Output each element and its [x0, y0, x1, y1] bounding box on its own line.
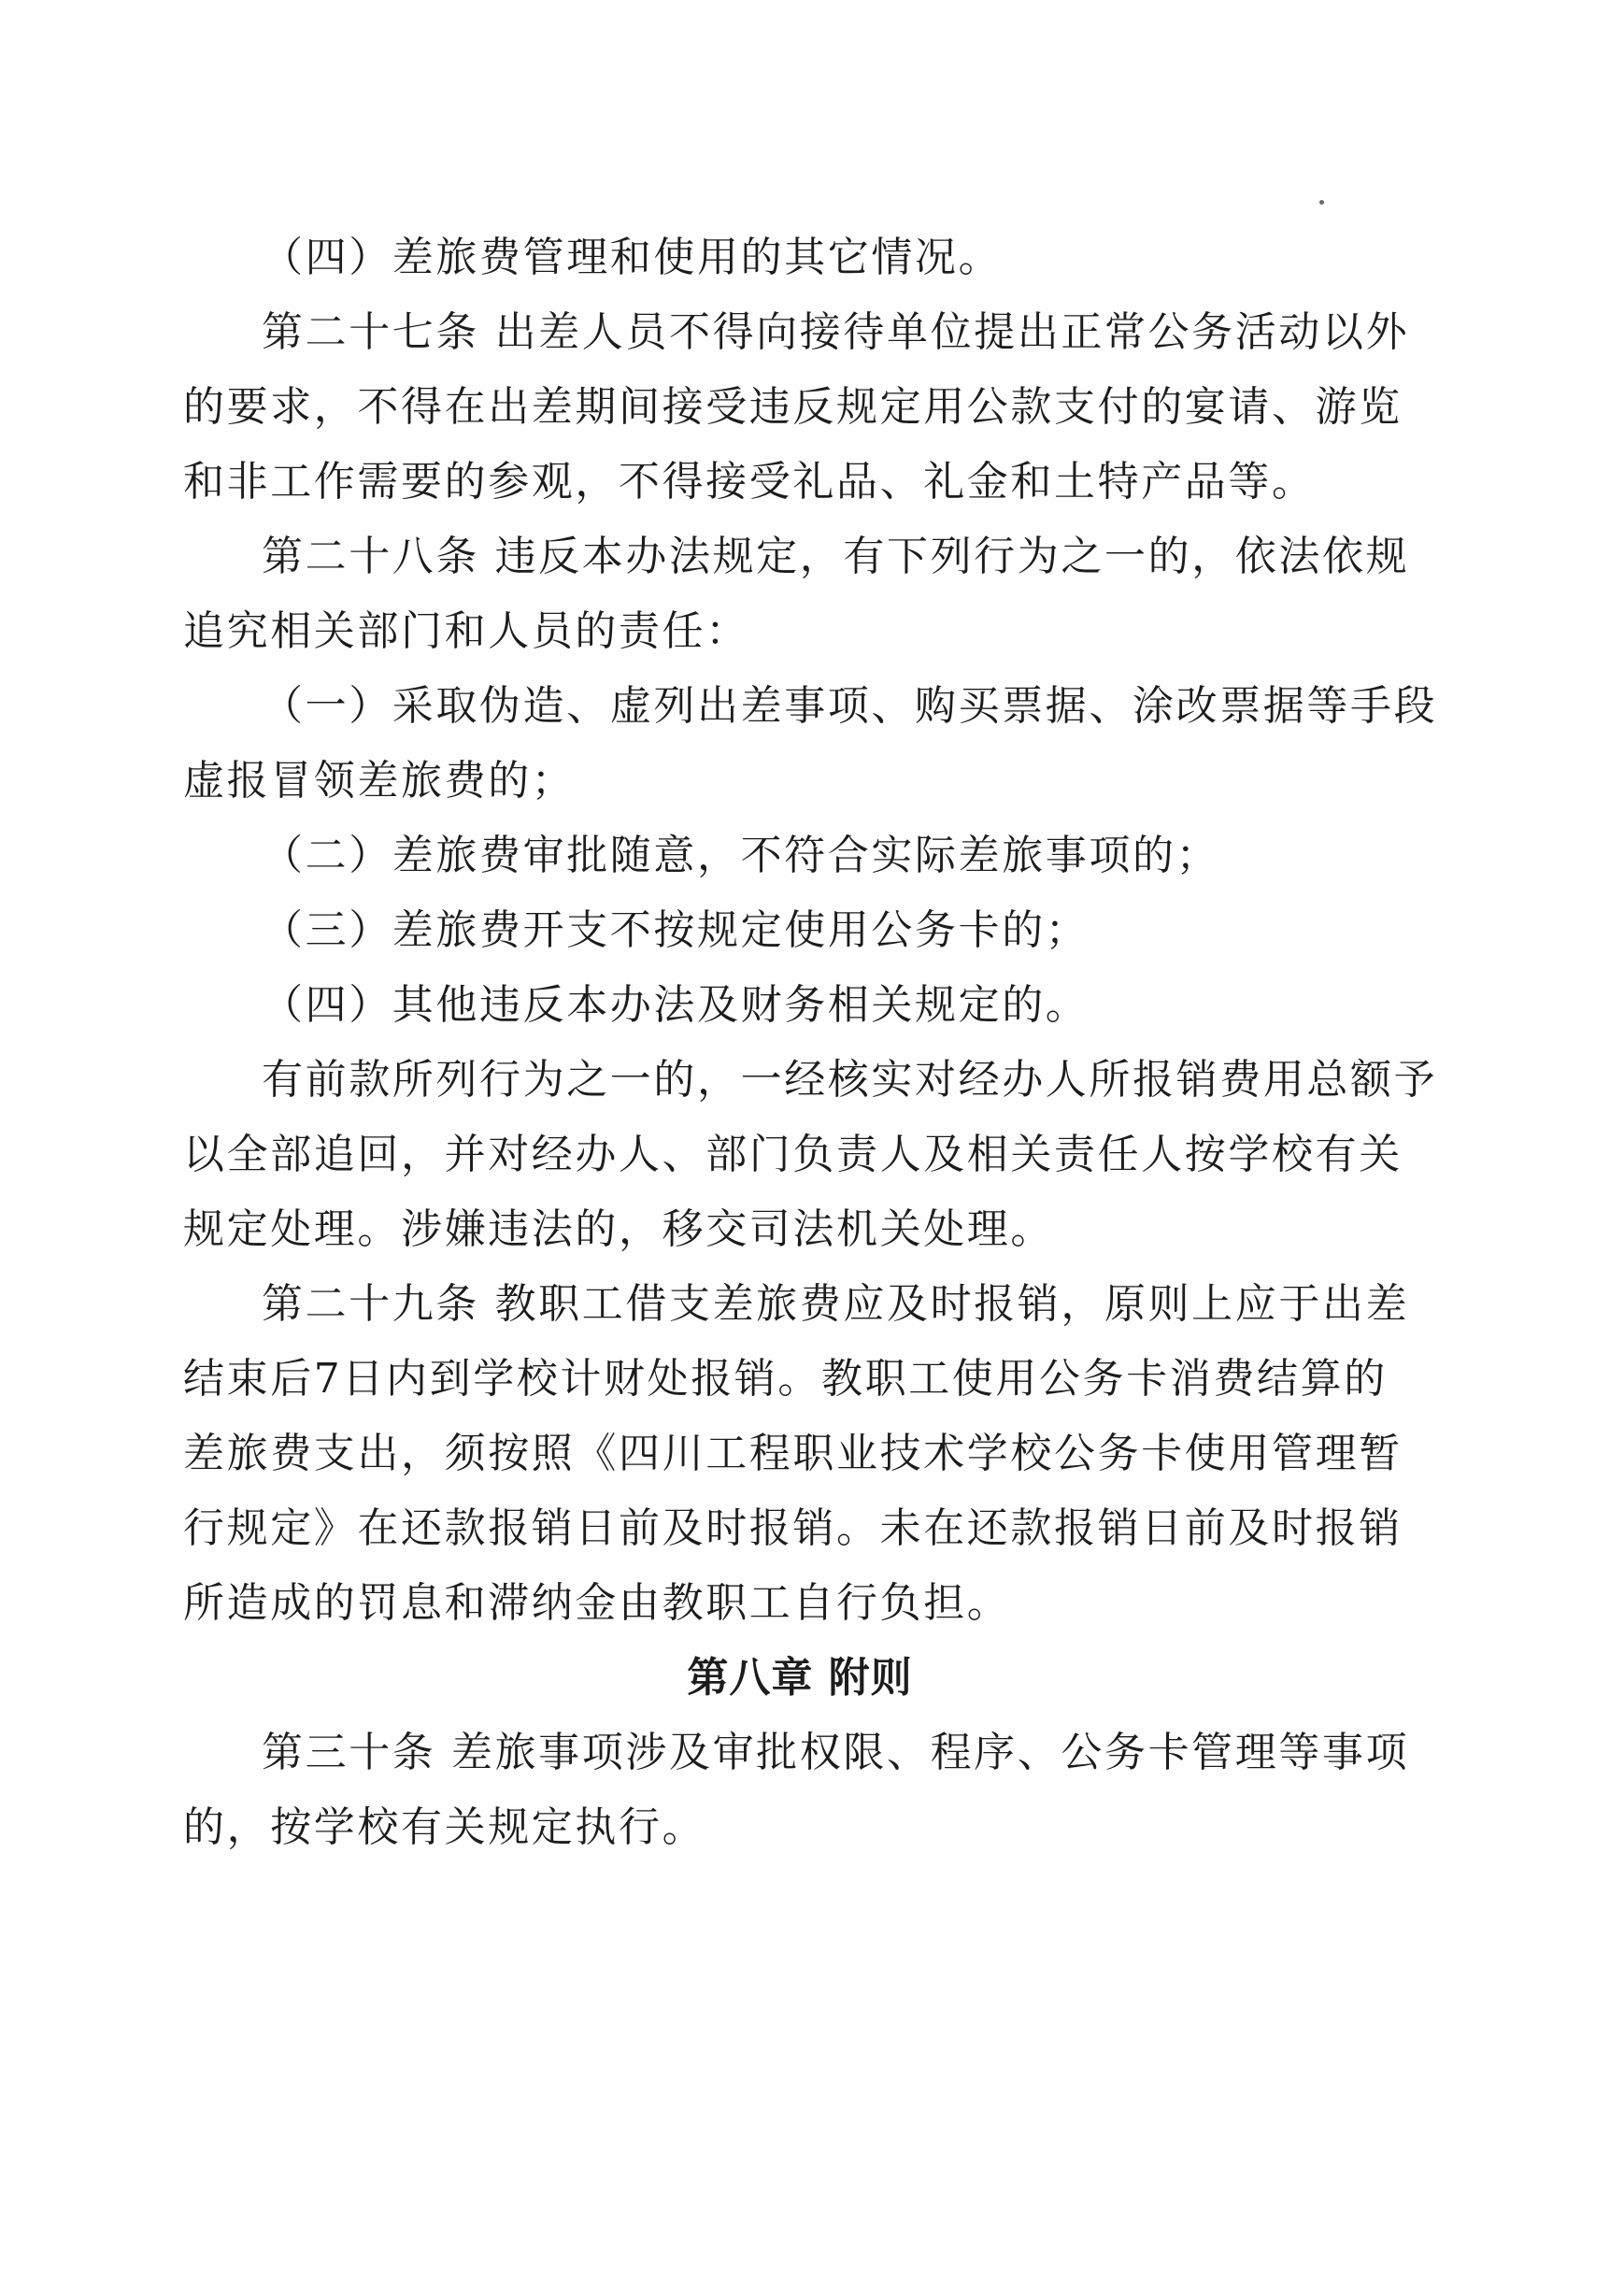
article-27-line: 的要求，不得在出差期间接受违反规定用公款支付的宴请、游览: [183, 383, 1403, 431]
list-item-3: （三）差旅费开支不按规定使用公务卡的；: [262, 906, 1090, 954]
article-30-line: 第三十条 差旅事项涉及审批权限、程序、公务卡管理等事项: [262, 1729, 1410, 1776]
chapter-heading: 第八章 附则: [687, 1654, 913, 1702]
article-29-line: 行规定》在还款报销日前及时报销。未在还款报销日前及时报销: [183, 1504, 1403, 1552]
article-29-line: 结束后7日内到学校计财处报销。教职工使用公务卡消费结算的: [183, 1355, 1388, 1403]
article-29-line: 差旅费支出，须按照《四川工程职业技术学校公务卡使用管理暂: [183, 1430, 1403, 1477]
list-item-1: （一）采取伪造、虚列出差事项、购买票据、涂改票据等手段: [262, 682, 1438, 730]
article-27-line: 第二十七条 出差人员不得向接待单位提出正常公务活动以外: [262, 308, 1410, 356]
article-27-line: 和非工作需要的参观，不得接受礼品、礼金和土特产品等。: [183, 458, 1316, 506]
list-item-2: （二）差旅费审批随意，不符合实际差旅事项的；: [262, 832, 1220, 879]
article-29-line: 所造成的罚息和滞纳金由教职工自行负担。: [183, 1579, 1011, 1627]
list-item-1-continuation: 虚报冒领差旅费的；: [183, 757, 576, 805]
list-item-4: （四）其他违反本办法及财务相关规定的。: [262, 981, 1090, 1029]
article-30-line: 的，按学校有关规定执行。: [183, 1803, 706, 1851]
scan-speck: [1319, 200, 1324, 205]
paragraph-line: 以全部追回，并对经办人、部门负责人及相关责任人按学校有关: [183, 1131, 1403, 1178]
paragraph-line: 有前款所列行为之一的，一经核实对经办人所报销费用总额予: [262, 1056, 1438, 1104]
paragraph-line: （四）差旅费管理和使用的其它情况。: [262, 234, 1003, 281]
article-28-line: 第二十八条 违反本办法规定，有下列行为之一的，依法依规: [262, 533, 1410, 580]
article-29-line: 第二十九条 教职工借支差旅费应及时报销，原则上应于出差: [262, 1280, 1410, 1328]
document-body: [183, 221, 1438, 1865]
article-28-line: 追究相关部门和人员的责任：: [183, 607, 749, 655]
paragraph-line: 规定处理。涉嫌违法的，移交司法机关处理。: [183, 1205, 1054, 1253]
